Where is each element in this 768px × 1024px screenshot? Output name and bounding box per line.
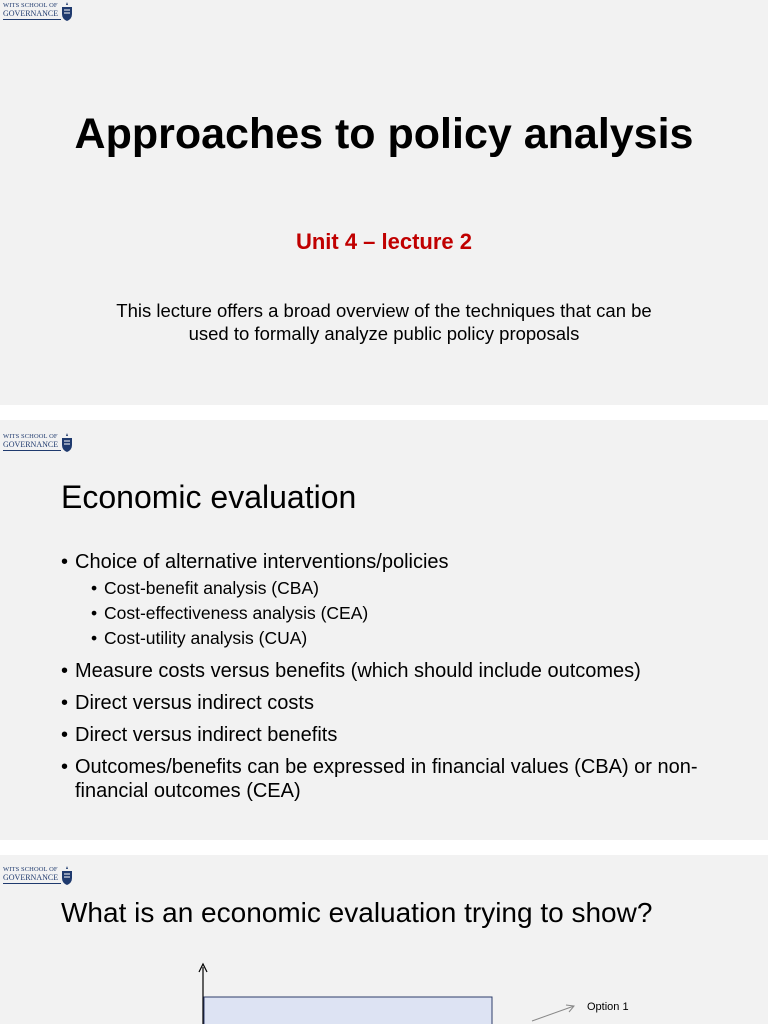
logo-rule [3, 450, 61, 451]
logo-rule [3, 19, 61, 20]
bullet-list [61, 550, 751, 811]
bullet-text: Direct versus indirect benefits [75, 724, 338, 746]
slide-title: What is an economic evaluation trying to show? [61, 897, 653, 928]
option-1-label: Option 1 [587, 1001, 629, 1013]
slide-title: Economic evaluation [61, 479, 357, 515]
lecture-description: This lecture offers a broad overview of the techniques that can be used to formally analyze public policy proposals [116, 300, 652, 344]
slide-3 [0, 855, 768, 1024]
logo-line-2: GOVERNANCE [3, 440, 59, 449]
wits-logo [3, 433, 73, 457]
bullet-text: Outcomes/benefits can be expressed in financial values (CBA) or non-financial outcomes (CEA) [75, 756, 698, 802]
logo-line-1: WITS SCHOOL OF [3, 866, 58, 873]
bullet-text: Direct versus indirect costs [75, 692, 314, 714]
bullet-text: Measure costs versus benefits (which should include outcomes) [75, 660, 641, 682]
bullet-item [61, 755, 751, 803]
bullet-item [61, 723, 751, 747]
evaluation-diagram [0, 855, 768, 1024]
sub-bullet-item: • Cost-benefit analysis (CBA) [75, 576, 751, 601]
logo-line-2: GOVERNANCE [3, 873, 59, 882]
sub-bullet-item: • Cost-utility analysis (CUA) [75, 626, 751, 651]
lecture-subtitle: Unit 4 – lecture 2 [295, 229, 473, 254]
slide-1 [0, 0, 768, 405]
crest-icon [61, 433, 73, 453]
logo-line-1: WITS SCHOOL OF [3, 2, 58, 9]
slide-2 [0, 420, 768, 840]
logo-line-1: WITS SCHOOL OF [3, 433, 58, 440]
option-1-leader-line [532, 1006, 574, 1021]
option-box [204, 997, 492, 1024]
sub-bullet-list [75, 576, 751, 651]
wits-logo [3, 2, 73, 26]
bullet-item [61, 659, 751, 683]
sub-bullet-item: • Cost-effectiveness analysis (CEA) [75, 601, 751, 626]
logo-line-2: GOVERNANCE [3, 9, 59, 18]
bullet-item [61, 550, 751, 651]
bullet-text: Choice of alternative interventions/policies [75, 551, 449, 573]
crest-icon [61, 2, 73, 22]
presentation-title: Approaches to policy analysis [74, 110, 694, 158]
bullet-item [61, 691, 751, 715]
